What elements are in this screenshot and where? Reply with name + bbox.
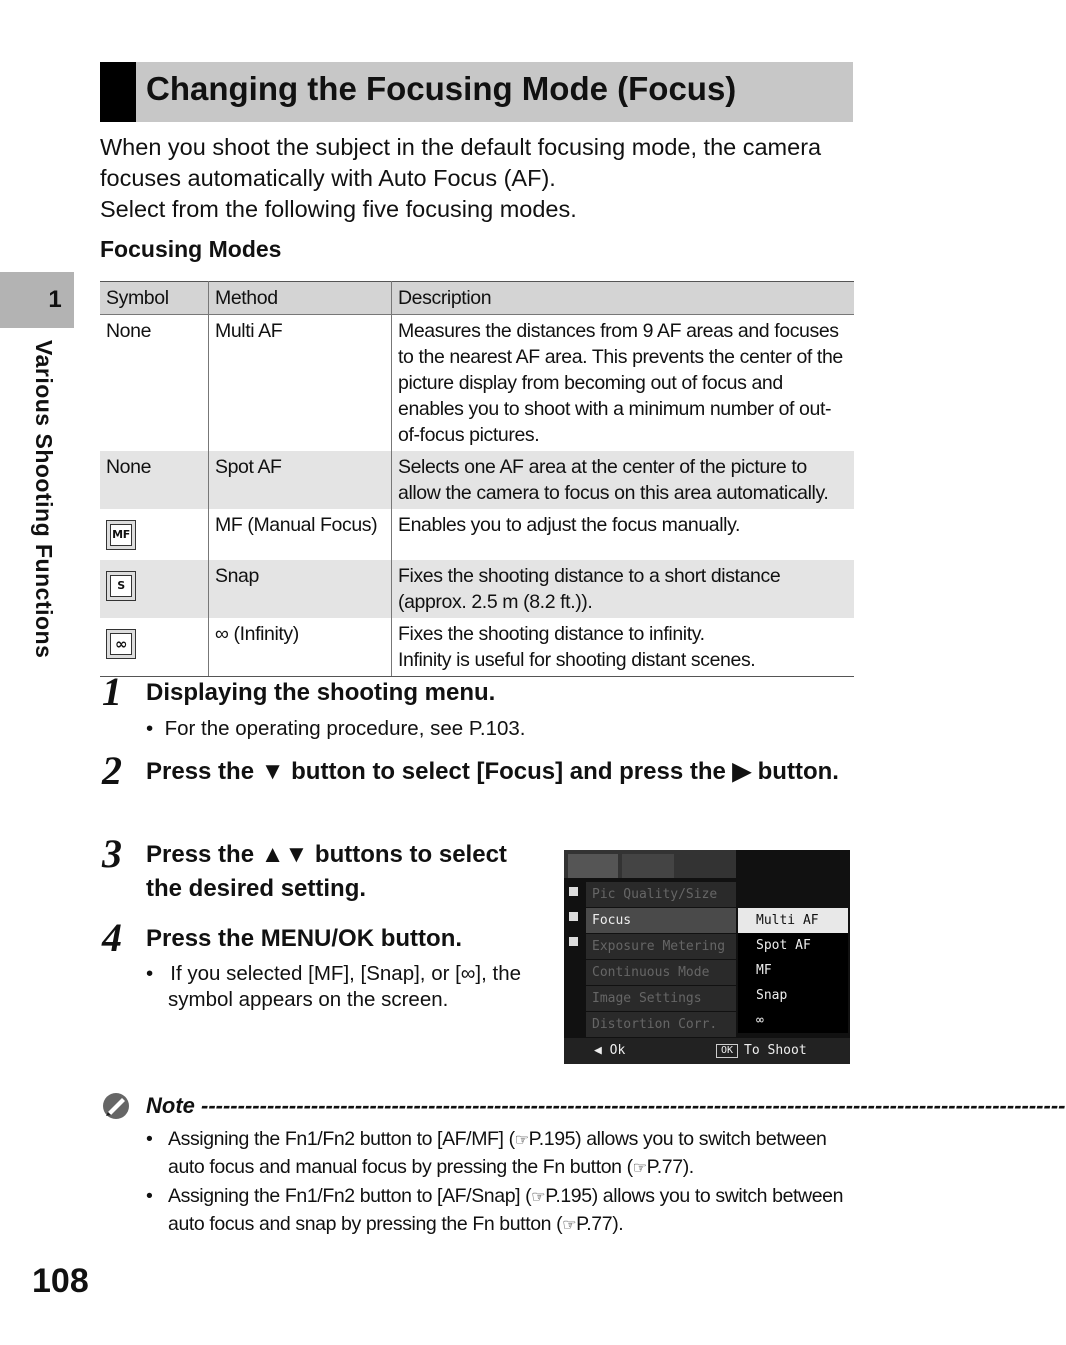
page-reference-link: P.77 [576, 1213, 613, 1235]
cell-method: Snap [209, 560, 392, 618]
snap-icon-glyph: S [110, 575, 132, 597]
intro-paragraph: Select from the following five focusing modes. [100, 196, 577, 222]
intro-text [100, 132, 840, 225]
cell-description: Enables you to adjust the focus manually. [398, 514, 741, 536]
page-number: 108 [32, 1262, 89, 1300]
lcd-menu-item-selected: Focus [586, 908, 736, 934]
note-text: ). [682, 1156, 694, 1178]
lcd-tab-strip [564, 850, 736, 878]
cell-description [392, 618, 855, 677]
cell-method: ∞ (Infinity) [209, 618, 392, 677]
cell-description: Fixes the shooting distance to a short distance (approx. 2.5 m (8.2 ft.)). [392, 560, 855, 618]
header-description: Description [392, 282, 855, 315]
page-reference-icon: ☞ [632, 1160, 647, 1177]
lcd-option: Snap [738, 983, 848, 1008]
header-symbol: Symbol [100, 282, 209, 315]
step-number: 2 [102, 748, 122, 793]
table-row [100, 315, 854, 452]
list-item [146, 1126, 856, 1182]
note-list [146, 1126, 856, 1240]
infinity-icon-glyph: ∞ [110, 633, 132, 655]
page-reference-link: P.77 [646, 1156, 683, 1178]
page-reference-icon: ☞ [531, 1189, 546, 1206]
page-reference-link: P.195 [545, 1185, 592, 1207]
step-text: Press the ▼ button to select [Focus] and press the ▶ button. [146, 758, 839, 785]
lcd-option: MF [738, 958, 848, 983]
bullet-text: For the operating procedure, see P.103. [164, 717, 526, 740]
section-heading: Focusing Modes [100, 236, 282, 262]
cell-symbol: None [100, 315, 209, 452]
ok-box-icon: OK [716, 1044, 738, 1058]
cell-symbol [100, 560, 209, 618]
header-method: Method [209, 282, 392, 315]
lcd-option-selected: Multi AF [738, 908, 848, 933]
chapter-label: Various Shooting Functions [31, 340, 57, 659]
table-row [100, 509, 854, 560]
page-reference-icon: ☞ [562, 1217, 577, 1234]
lcd-footer-shoot-label: To Shoot [744, 1043, 807, 1058]
cell-description: Measures the distances from 9 AF areas and focuses to the nearest AF area. This prevents the center of the picture display from becoming out of focus and enables you to shoot with a minimum number of out-of-focus pictures. [398, 320, 843, 446]
note-text: ) allows you to switch between auto focus and snap by pressing the Fn button ( [168, 1185, 844, 1235]
cell-method: Multi AF [209, 315, 392, 452]
infinity-mode-icon [106, 629, 136, 659]
note-text: ) allows you to switch between auto focus and manual focus by pressing the Fn button ( [168, 1128, 827, 1178]
lcd-menu-item: Distortion Corr. [586, 1012, 736, 1038]
lcd-footer [564, 1038, 850, 1064]
cell-method: MF (Manual Focus) [209, 509, 392, 560]
lcd-menu-item: Continuous Mode [586, 960, 736, 986]
cell-description: Selects one AF area at the center of the picture to allow the camera to focus on this area automatically. [392, 451, 855, 509]
step-text: Displaying the shooting menu. [146, 679, 496, 706]
mf-icon-glyph: MF [110, 524, 132, 546]
lcd-footer-back: ◀ Ok [594, 1043, 626, 1058]
note-icon [102, 1092, 130, 1120]
mf-icon [106, 520, 136, 550]
table-row [100, 618, 854, 677]
camera-tab-icon [568, 854, 618, 878]
step-number: 1 [102, 669, 122, 714]
table-header-row [100, 282, 854, 315]
step-bullet: • If you selected [MF], [Snap], or [∞], the symbol appears on the screen. [146, 962, 522, 1011]
lcd-footer-shoot [716, 1038, 807, 1064]
cell-symbol: None [100, 451, 209, 509]
description-line: Fixes the shooting distance to infinity. [398, 623, 705, 645]
lcd-menu-item: Image Settings [586, 986, 736, 1012]
note-text: Assigning the Fn1/Fn2 button to [AF/MF] ( [168, 1128, 515, 1150]
snap-icon [106, 571, 136, 601]
lcd-menu-item: Exposure Metering [586, 934, 736, 960]
lcd-menu-item: Pic Quality/Size [586, 882, 736, 908]
chapter-number: 1 [48, 286, 62, 313]
menu-page-marker [569, 887, 578, 896]
menu-page-marker [569, 937, 578, 946]
page-reference-icon: ☞ [514, 1132, 529, 1149]
lcd-menu-list [586, 882, 736, 1038]
lcd-option-list [738, 908, 848, 1033]
setup-tab-icon [622, 854, 674, 878]
note-text: ). [612, 1213, 624, 1235]
bullet-text: If you selected [MF], [Snap], or [∞], the symbol appears on the screen. [168, 962, 522, 1011]
step-number: 3 [102, 831, 122, 876]
lcd-option: Spot AF [738, 933, 848, 958]
note-text: Assigning the Fn1/Fn2 button to [AF/Snap] ( [168, 1185, 532, 1207]
step-number: 4 [102, 915, 122, 960]
page-title: Changing the Focusing Mode (Focus) [146, 70, 737, 107]
camera-menu-screen [564, 850, 850, 1064]
intro-paragraph: When you shoot the subject in the default focusing mode, the camera focuses automatically with Auto Focus (AF). [100, 134, 822, 191]
note-heading: Note ---------------------------------------------------------------------------------------------------------------------- [146, 1093, 1066, 1118]
menu-page-marker [569, 912, 578, 921]
table-row [100, 451, 854, 509]
lcd-option: ∞ [738, 1008, 848, 1033]
step-text: Press the ▲▼ buttons to select the desired setting. [146, 841, 507, 902]
title-marker [100, 62, 136, 122]
note-heading-label: Note [146, 1093, 195, 1118]
cell-method: Spot AF [209, 451, 392, 509]
step-bullet: • For the operating procedure, see P.103. [146, 717, 526, 740]
table-row [100, 560, 854, 618]
step-text: Press the MENU/OK button. [146, 925, 463, 952]
description-line: Infinity is useful for shooting distant scenes. [398, 649, 756, 671]
page-reference-link: P.195 [528, 1128, 576, 1150]
list-item [146, 1183, 856, 1239]
focusing-modes-table [100, 281, 854, 677]
cell-symbol [100, 509, 209, 560]
